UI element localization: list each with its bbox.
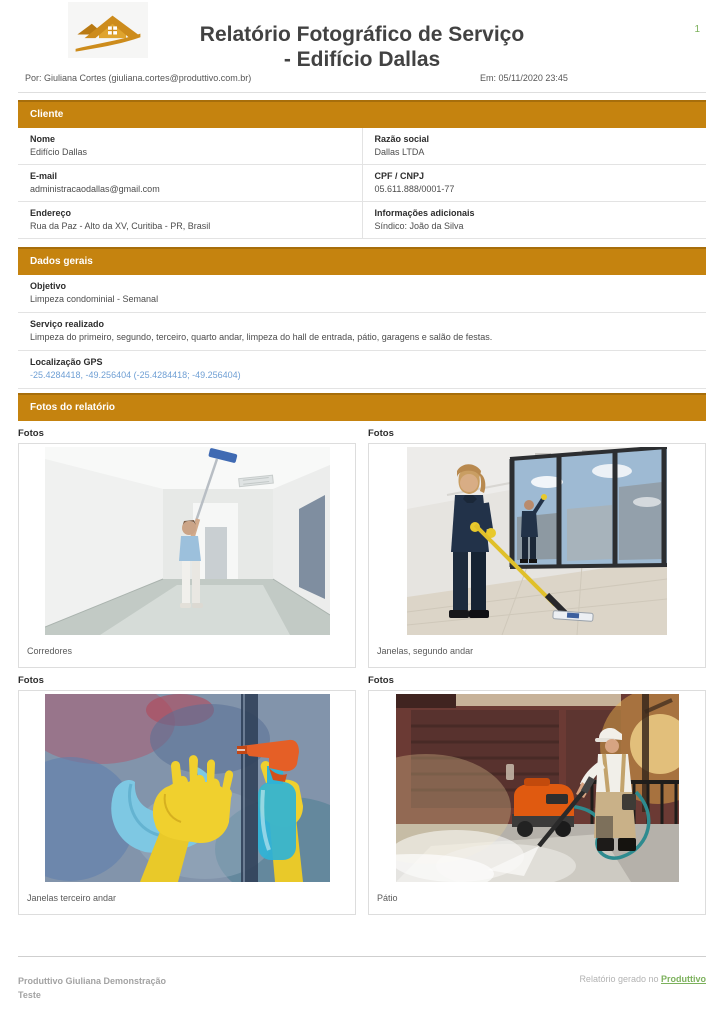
field-label: Serviço realizado: [30, 319, 105, 329]
pressure-washing-patio-photo: [396, 694, 679, 882]
photo-cell-label: Fotos: [368, 428, 394, 439]
report-footer: [18, 974, 706, 1002]
field-razao-social: [362, 128, 706, 165]
photos-grid: [18, 421, 706, 915]
field-email: [18, 165, 362, 202]
photo-cell-janelas-terceiro-andar: [18, 668, 356, 915]
gps-coordinates-link[interactable]: -25.4284418, -49.256404 (-25.4284418; -49.256404): [30, 370, 241, 380]
field-nome: [18, 128, 362, 165]
photo-frame: [368, 443, 706, 668]
gold-house-swoosh-logo-icon: [72, 5, 144, 55]
table-row: [18, 202, 706, 239]
field-value: Limpeza do primeiro, segundo, terceiro, quarto andar, limpeza do hall de entrada, pátio, garagens e salão de festas.: [30, 332, 493, 342]
field-value: administracaodallas@gmail.com: [30, 184, 160, 194]
section-header-fotos: Fotos do relatório: [18, 393, 706, 421]
photo-caption: Corredores: [27, 646, 73, 656]
report-header: [18, 0, 706, 71]
field-localizacao-gps: [18, 351, 706, 389]
header-divider: [18, 92, 706, 93]
field-label: Razão social: [374, 134, 430, 144]
table-row: [18, 128, 706, 165]
field-value: Limpeza condominial - Semanal: [30, 294, 159, 304]
workspace-name-line2: Teste: [18, 990, 41, 1000]
photo-cell-corredores: [18, 421, 356, 668]
field-label: Localização GPS: [30, 357, 103, 367]
field-cpf-cnpj: [362, 165, 706, 202]
field-value: Síndico: João da Silva: [374, 221, 464, 231]
workspace-name: [18, 974, 166, 1002]
footer-divider: [18, 956, 706, 957]
corridor-ceiling-cleaning-photo: [45, 447, 330, 635]
cliente-table: [18, 128, 706, 239]
photo-caption: Janelas terceiro andar: [27, 893, 117, 903]
photo-cell-patio: [368, 668, 706, 915]
produttivo-link[interactable]: Produttivo: [661, 974, 706, 984]
company-logo: [68, 2, 148, 58]
field-label: CPF / CNPJ: [374, 171, 425, 181]
photo-frame: [18, 690, 356, 915]
photo-caption: Pátio: [377, 893, 398, 903]
field-label: Objetivo: [30, 281, 67, 291]
photo-frame: [18, 443, 356, 668]
page-number: 1: [694, 24, 700, 35]
workspace-name-line1: Produttivo Giuliana Demonstração: [18, 976, 167, 986]
section-header-dados-gerais: Dados gerais: [18, 247, 706, 275]
field-value: Dallas LTDA: [374, 147, 425, 157]
field-label: E-mail: [30, 171, 58, 181]
photo-cell-label: Fotos: [368, 675, 394, 686]
date-line: Em: 05/11/2020 23:45: [480, 73, 568, 83]
section-header-cliente: Cliente: [18, 100, 706, 128]
report-meta: [18, 73, 706, 85]
photo-frame: [368, 690, 706, 915]
field-objetivo: [18, 275, 706, 313]
report-title-line2: - Edifício Dallas: [283, 48, 441, 71]
field-endereco: [18, 202, 362, 239]
photo-cell-janelas-segundo-andar: [368, 421, 706, 668]
field-value: Rua da Paz - Alto da XV, Curitiba - PR, Brasil: [30, 221, 211, 231]
field-label: Nome: [30, 134, 56, 144]
window-hall-mopping-photo: [407, 447, 667, 635]
field-servico-realizado: [18, 313, 706, 351]
photo-cell-label: Fotos: [18, 675, 44, 686]
photo-caption: Janelas, segundo andar: [377, 646, 474, 656]
field-informacoes-adicionais: [362, 202, 706, 239]
table-row: [18, 165, 706, 202]
generated-by: [579, 974, 706, 984]
generated-by-text: Relatório gerado no: [579, 974, 661, 984]
photo-cell-label: Fotos: [18, 428, 44, 439]
field-value: 05.611.888/0001-77: [374, 184, 455, 194]
report-title-line1: Relatório Fotográfico de Serviço: [199, 23, 525, 46]
field-value: Edifício Dallas: [30, 147, 88, 157]
gloves-spray-bottle-photo: [45, 694, 330, 882]
author-line: Por: Giuliana Cortes (giuliana.cortes@produttivo.com.br): [25, 73, 252, 83]
field-label: Endereço: [30, 208, 72, 218]
field-label: Informações adicionais: [374, 208, 475, 218]
